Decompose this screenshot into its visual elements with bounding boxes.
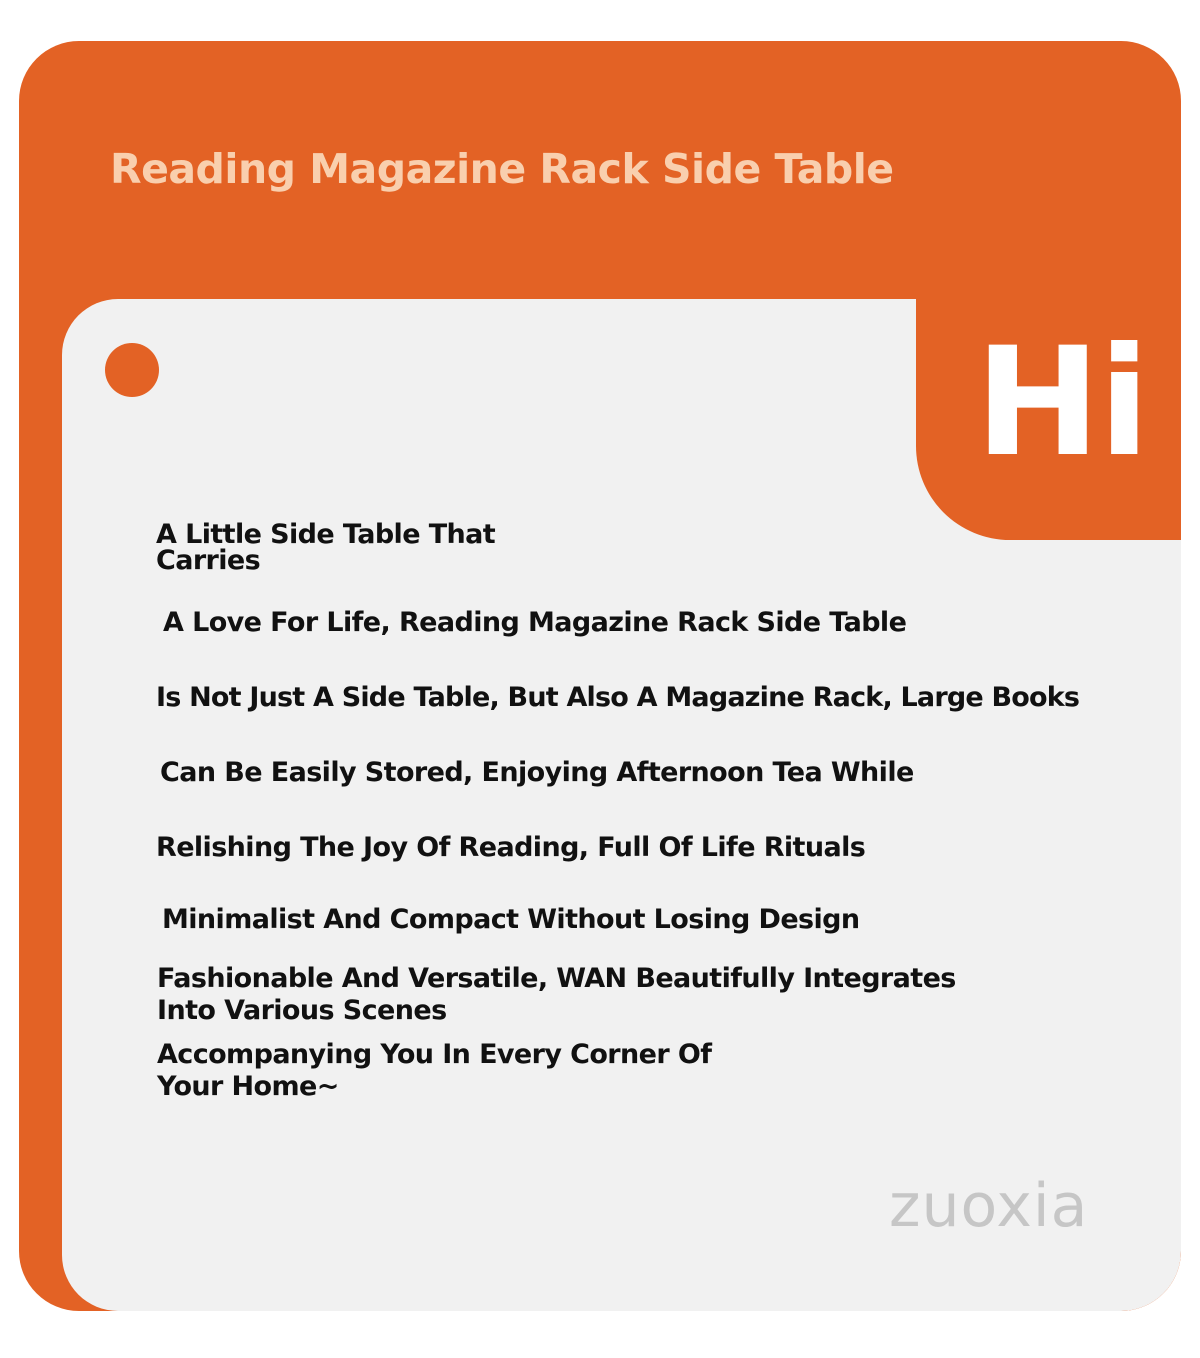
product-card: [19, 41, 1181, 1311]
hi-badge-text: Hi: [975, 316, 1148, 490]
orange-dot-icon: [105, 343, 159, 397]
page-title: Reading Magazine Rack Side Table: [110, 145, 894, 193]
description-line-8: Accompanying You In Every Corner Of Your Home~: [157, 1039, 712, 1102]
brand-logo: zuoxia: [889, 1171, 1089, 1241]
description-line-3: Is Not Just A Side Table, But Also A Magazine Rack, Large Books: [156, 682, 1080, 713]
description-line-5: Relishing The Joy Of Reading, Full Of Life Rituals: [156, 832, 866, 863]
description-line-2: A Love For Life, Reading Magazine Rack Side Table: [163, 607, 907, 638]
description-line-7: Fashionable And Versatile, WAN Beautifully Integrates Into Various Scenes: [157, 963, 956, 1026]
description-line-6: Minimalist And Compact Without Losing Design: [162, 904, 860, 935]
description-line-1: A Little Side Table That Carries: [156, 519, 496, 576]
description-line-4: Can Be Easily Stored, Enjoying Afternoon Tea While: [160, 757, 914, 788]
